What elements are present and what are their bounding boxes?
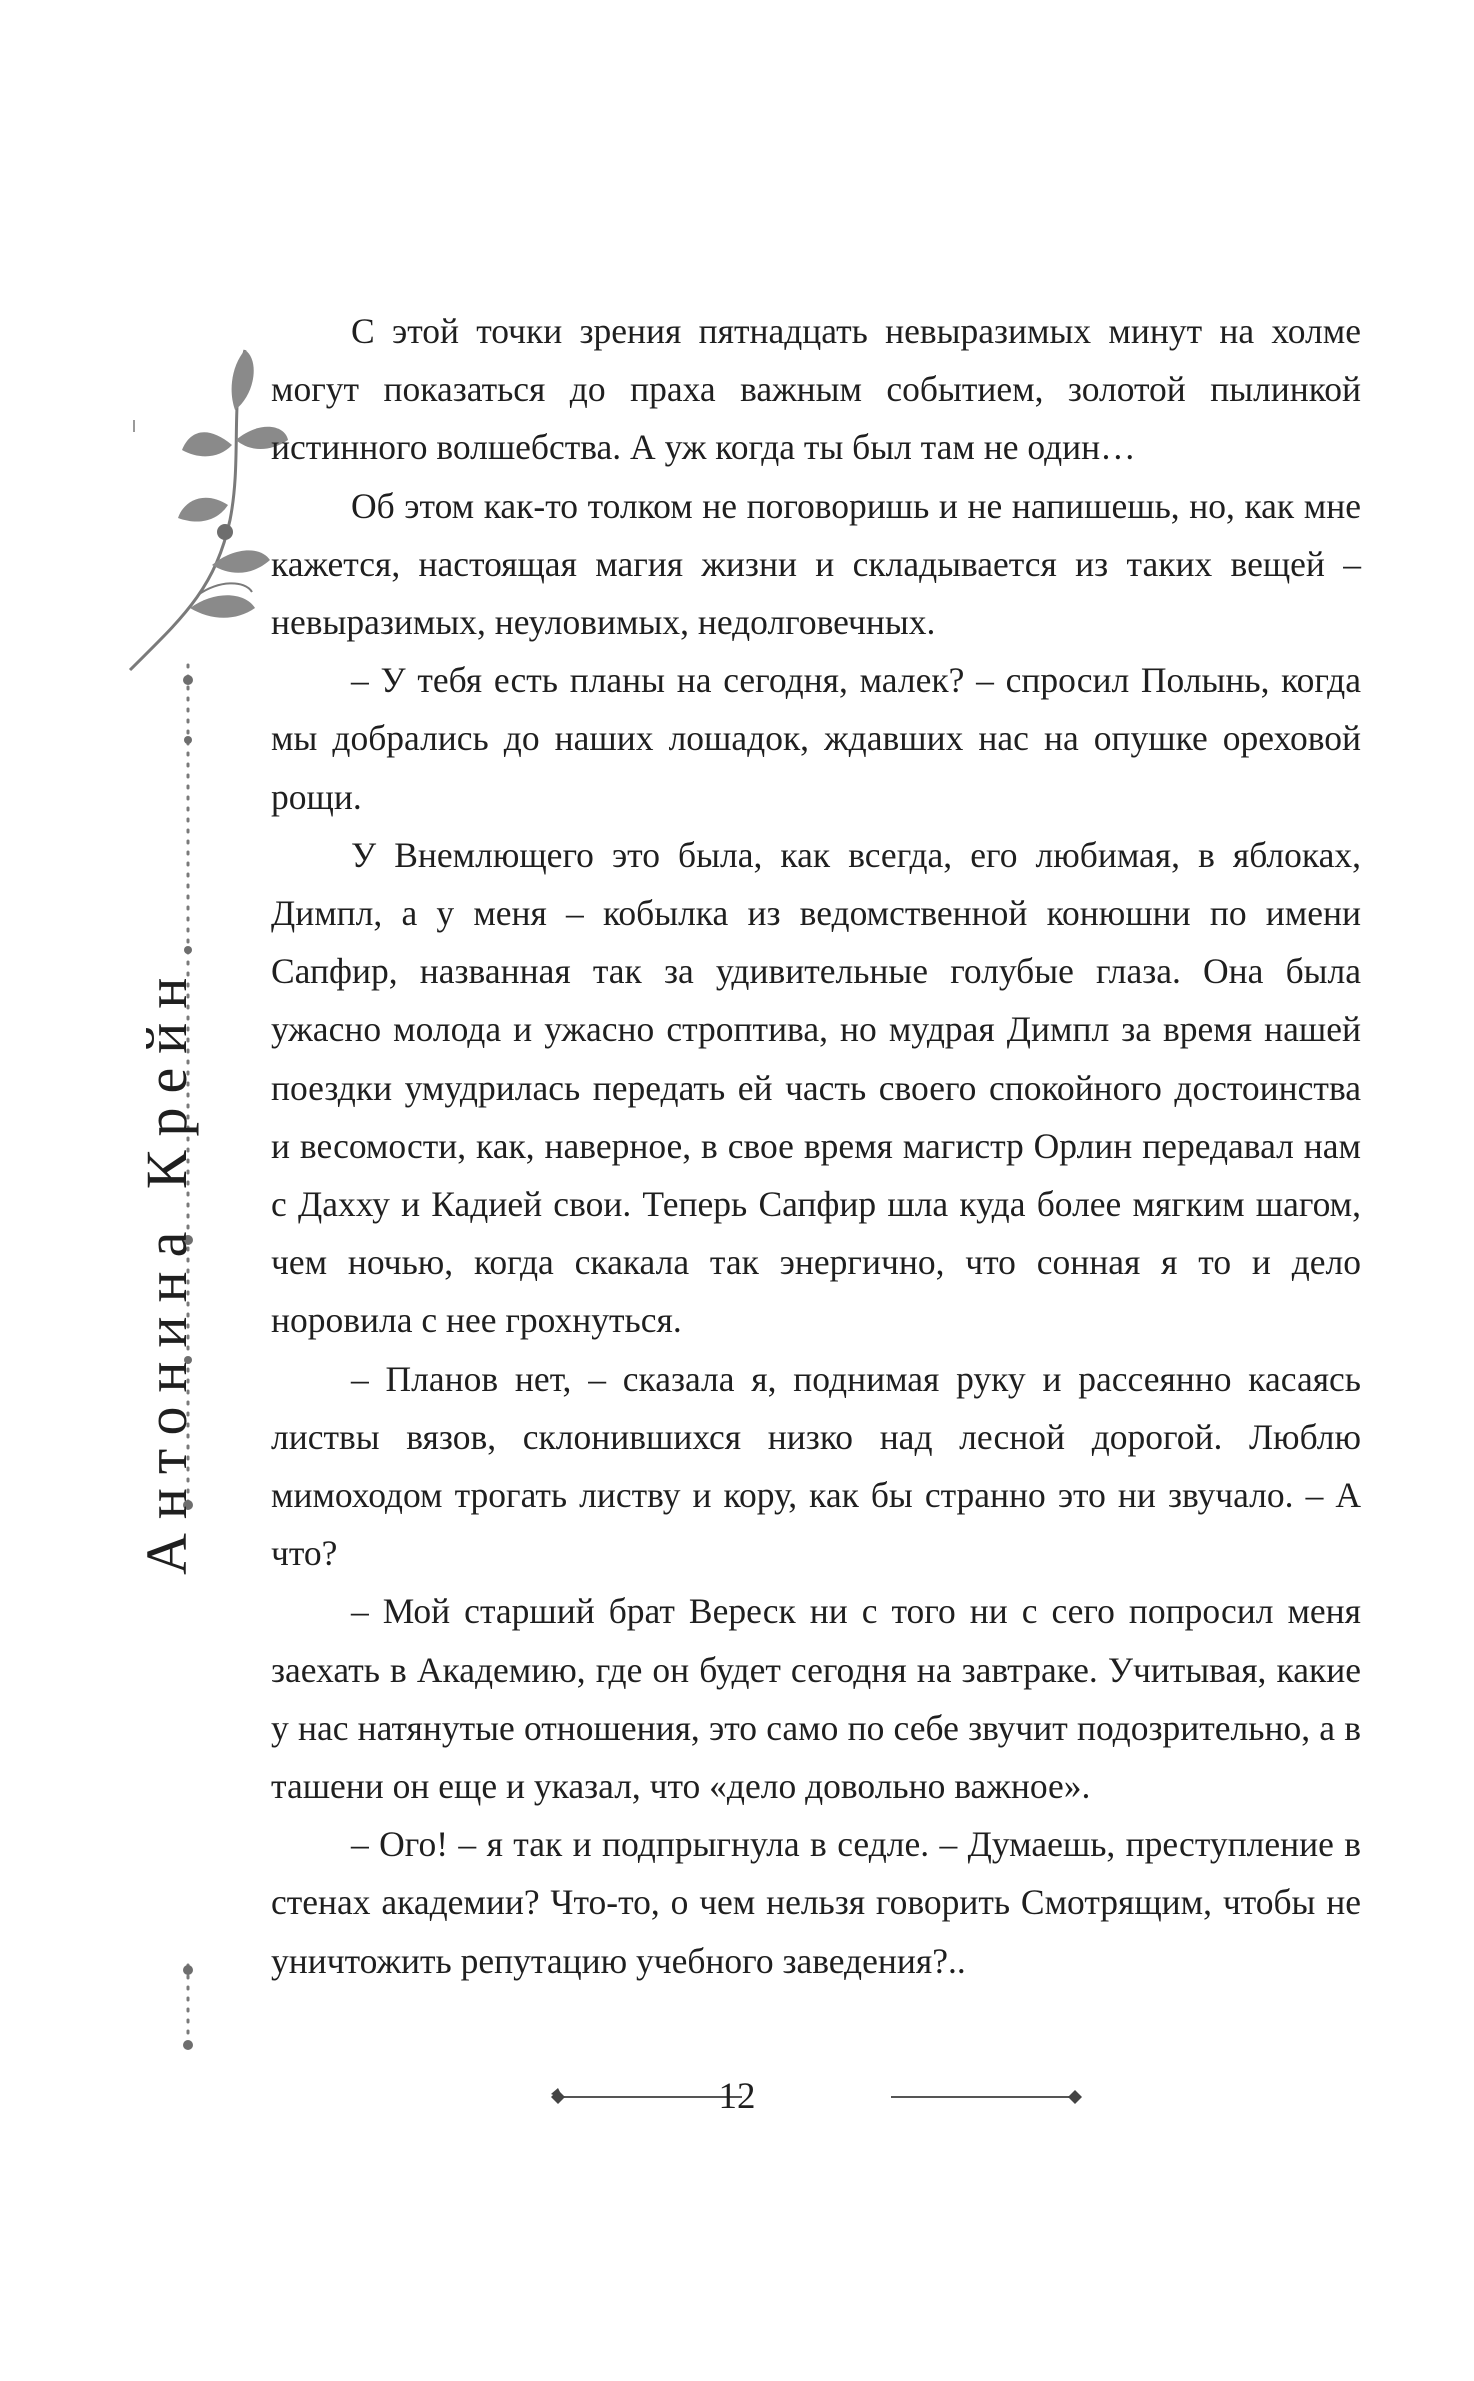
paragraph: – Мой старший брат Вереск ни с того ни с сего попросил меня заехать в Академию, где он будет сегодня на завтраке. Учитывая, какие у нас натянутые отношения, это само по себе звучит подозрительно, а в ташени он еще и указал, что «дело довольно важное».	[271, 1591, 1361, 1807]
paragraph: С этой точки зрения пятнадцать невыразимых минут на холме могут показаться до праха важным событием, золотой пылинкой истинного волшебства. А уж когда ты был там не один…	[271, 311, 1361, 468]
footer-right-rule	[885, 2085, 1085, 2109]
diamond-star-icon	[1068, 2090, 1082, 2104]
paragraph: Об этом как-то толком не поговоришь и не напишешь, но, как мне кажется, настоящая магия жизни и складывается из таких вещей – невыразимых, неуловимых, недолговечных.	[271, 485, 1361, 643]
body-text	[271, 302, 1361, 1990]
author-name: Антонина Крейн	[134, 963, 199, 1575]
diamond-star-icon	[551, 2090, 565, 2104]
paragraph: – Ого! – я так и подпрыгнула в седле. – Думаешь, преступление в стенах академии? Что-то, о чем нельзя говорить Смотрящим, чтобы не уничтожить репутацию учебного заведения?..	[271, 1824, 1361, 1981]
paragraph: У Внемлющего это была, как всегда, его любимая, в яблоках, Димпл, а у меня – кобылка из ведомственной конюшни по имени Сапфир, названная так за удивительные голубые глаза. Она была ужасно молода и ужасно строптива, но мудрая Димпл за время нашей поездки умудрилась передать ей часть своего спокойного достоинства и весомости, как, наверное, в свое время магистр Орлин передавал нам с Дахху и Кадией свои. Теперь Сапфир шла куда более мягким шагом, чем ночью, когда скакала так энергично, что сонная я то и дело норовила с нее грохнуться.	[271, 834, 1361, 1341]
paragraph: – Планов нет, – сказала я, поднимая руку и рассеянно касаясь листвы вязов, склонившихся низко над лесной дорогой. Люблю мимоходом трогать листву и кору, как бы странно это ни звучало. – А что?	[271, 1358, 1361, 1574]
page-footer	[0, 2075, 1474, 2135]
page-number: 12	[718, 2076, 756, 2117]
paragraph: – У тебя есть планы на сегодня, малек? – спросил Полынь, когда мы добрались до наших лошадок, ждавших нас на опушке ореховой рощи.	[271, 660, 1361, 817]
